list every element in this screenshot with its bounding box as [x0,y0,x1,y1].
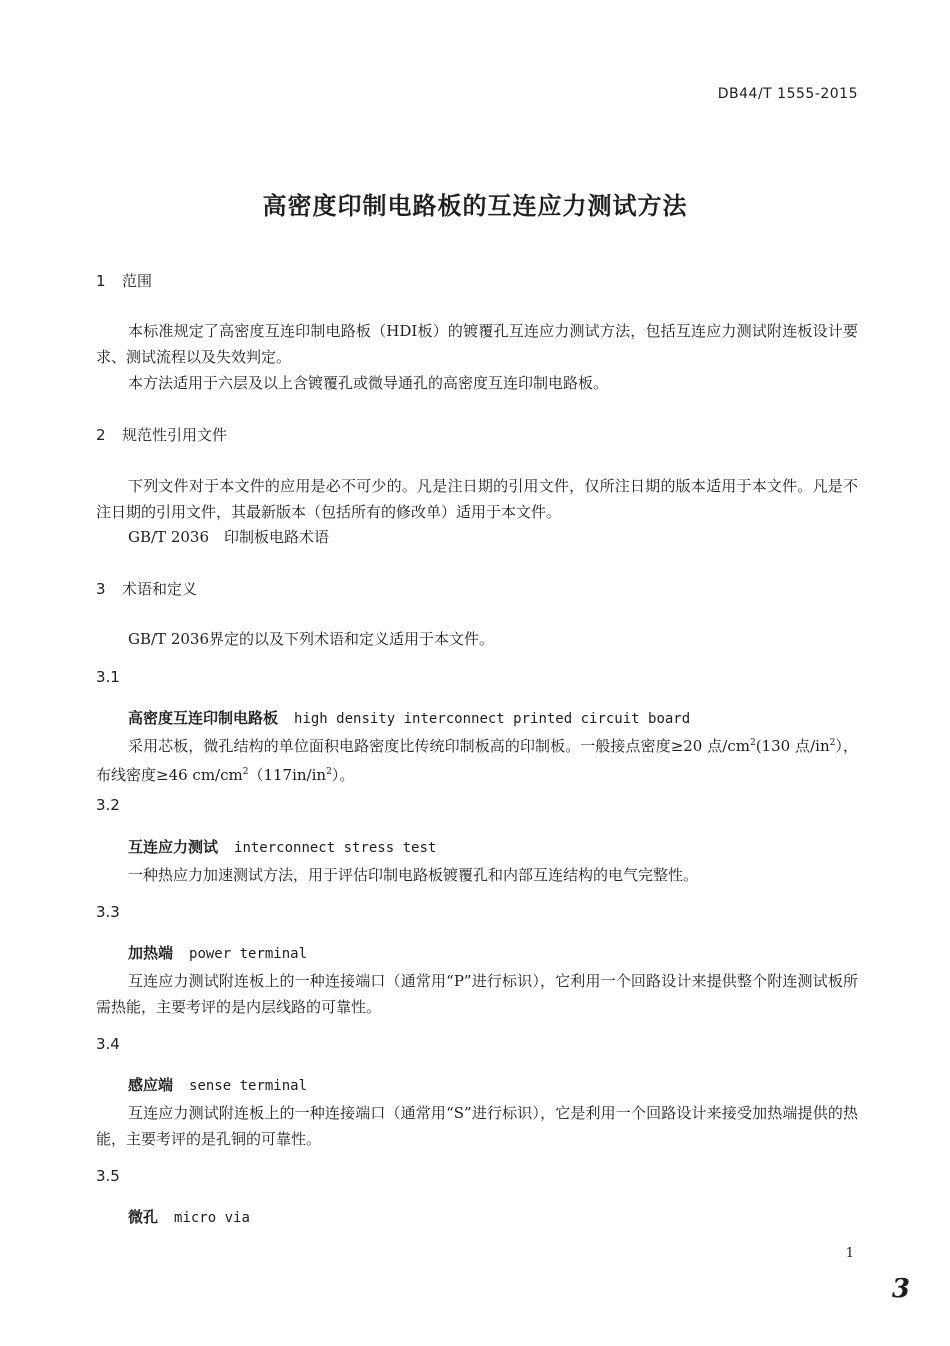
references-paragraph: 下列文件对于本文件的应用是必不可少的。凡是注日期的引用文件，仅所注日期的版本适用于本文件。凡是不注日期的引用文件，其最新版本（包括所有的修改单）适用于本文件。 [96,477,858,521]
term-definition: 互连应力测试附连板上的一种连接端口（通常用“S”进行标识），它是利用一个回路设计来接受加热端提供的热能，主要考评的是孔铜的可靠性。 [96,1104,858,1148]
term-chinese: 感应端 [128,1076,174,1094]
section-title: 术语和定义 [122,580,198,598]
scope-paragraph-2: 本方法适用于六层及以上含镀覆孔或微导通孔的高密度互连印制电路板。 [128,374,609,392]
definition-text: (130 点/in [755,737,830,755]
clause-number: 3.4 [96,1035,120,1053]
section-number: 1 [96,272,106,290]
term-definition: 互连应力测试附连板上的一种连接端口（通常用“P”进行标识），它利用一个回路设计来提供整个附连测试板所需热能，主要考评的是内层线路的可靠性。 [96,972,858,1016]
definition-text: ），布线密度≥46 cm/cm [96,737,858,784]
term-chinese: 高密度互连印制电路板 [128,709,279,727]
section-number: 2 [96,426,106,444]
clause-number: 3.3 [96,903,120,921]
superscript: 2 [749,738,756,748]
term-chinese: 微孔 [128,1208,159,1226]
document-id: DB44/T 1555-2015 [717,86,858,102]
term-english: high density interconnect printed circuit board [294,711,691,727]
term-english: micro via [174,1210,250,1226]
page-title: 高密度印制电路板的互连应力测试方法 [262,192,688,220]
term-english: power terminal [189,946,308,962]
term-definition [96,730,858,788]
section-heading-terms [96,578,197,599]
definition-text: （117in/in [248,766,327,784]
corner-page-mark: 3 [891,1274,910,1304]
term-heading [128,1074,307,1095]
term-heading [128,836,436,857]
term-heading [128,942,307,963]
term-definition: 一种热应力加速测试方法，用于评估印制电路板镀覆孔和内部互连结构的电气完整性。 [128,866,699,884]
superscript: 2 [326,767,332,777]
term-heading [128,707,690,728]
page-number: 1 [845,1246,854,1261]
superscript: 2 [829,738,836,748]
definition-text: ）。 [331,766,355,784]
reference-entry [128,526,329,547]
scope-paragraph-1: 本标准规定了高密度互连印制电路板（HDI板）的镀覆孔互连应力测试方法，包括互连应力测试附连板设计要求、测试流程以及失效判定。 [96,322,858,366]
section-title: 规范性引用文件 [122,426,228,444]
term-english: interconnect stress test [234,840,437,856]
reference-code: GB/T 2036 [128,528,210,546]
clause-number: 3.1 [96,668,120,686]
reference-name: 印制板电路术语 [224,528,330,546]
clause-number: 3.2 [96,796,120,814]
clause-number: 3.5 [96,1167,120,1185]
section-title: 范围 [122,272,153,290]
superscript: 2 [242,767,249,777]
term-chinese: 加热端 [128,944,174,962]
section-number: 3 [96,580,106,598]
terms-intro-paragraph: GB/T 2036界定的以及下列术语和定义适用于本文件。 [128,630,495,648]
section-heading-scope [96,270,152,291]
term-chinese: 互连应力测试 [128,838,219,856]
definition-text: 采用芯板，微孔结构的单位面积电路密度比传统印制板高的印制板。一般接点密度≥20 点/cm [128,737,750,755]
term-heading [128,1206,250,1227]
term-english: sense terminal [189,1078,308,1094]
section-heading-normative-references [96,424,227,445]
